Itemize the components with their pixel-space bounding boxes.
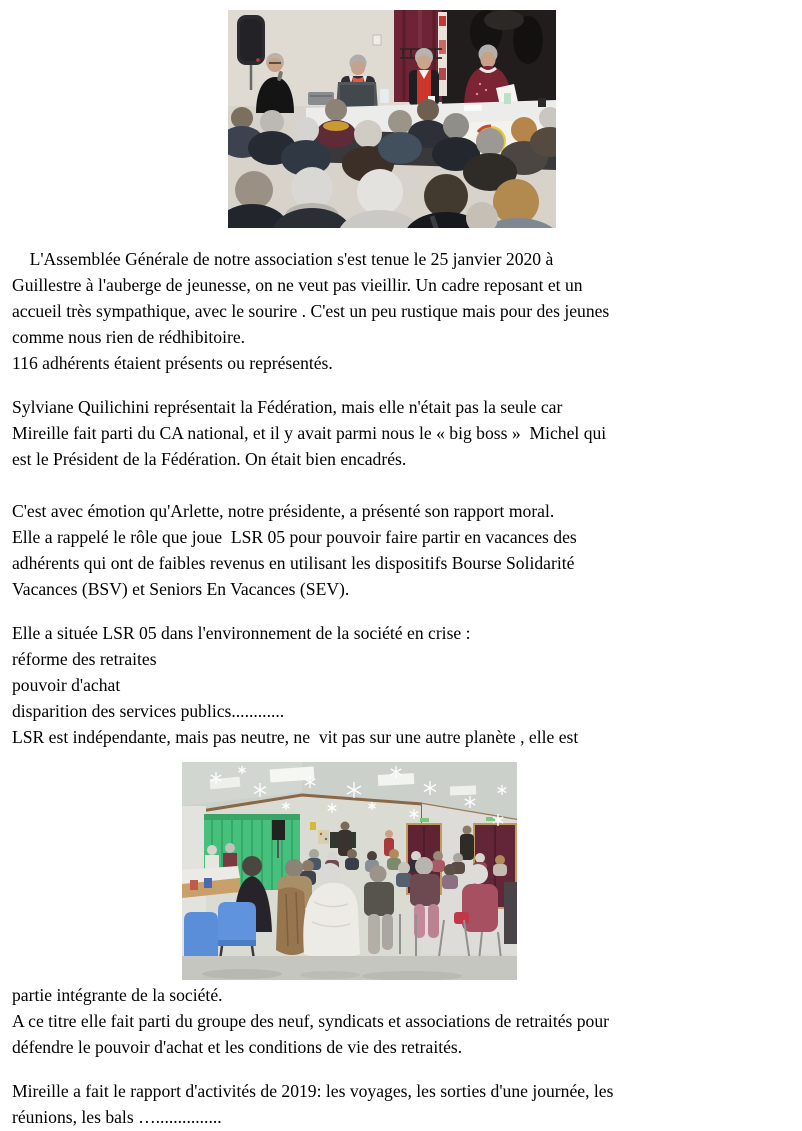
text-line: réunions, les bals …............... (12, 1107, 222, 1127)
text-line: accueil très sympathique, avec le sourire . C'est un peu rustique mais pour des jeunes (12, 301, 610, 321)
text-line: LSR est indépendante, mais pas neutre, ne vit pas sur une autre planète , elle est (12, 727, 579, 747)
photo-general-assembly-panel (228, 10, 556, 228)
text-line: est le Président de la Fédération. On était bien encadrés. (12, 449, 407, 469)
text-line: Elle a rappelé le rôle que joue LSR 05 pour pouvoir faire partir en vacances des (12, 527, 577, 547)
text-line: défendre le pouvoir d'achat et les conditions de vie des retraités. (12, 1037, 463, 1057)
text-line: Elle a située LSR 05 dans l'environnement de la société en crise : (12, 623, 471, 643)
paragraph-intro (12, 246, 609, 376)
paragraph-federation (12, 394, 606, 472)
text-line: C'est avec émotion qu'Arlette, notre présidente, a présenté son rapport moral. (12, 501, 555, 521)
text-line: pouvoir d'achat (12, 675, 121, 695)
text-line: Guillestre à l'auberge de jeunesse, on ne veut pas vieillir. Un cadre reposant et un (12, 275, 583, 295)
photo-audience-room (182, 762, 517, 980)
photo-general-assembly-illustration (228, 10, 556, 228)
paragraph-suite-societe (12, 982, 609, 1060)
paragraph-rapport-moral (12, 498, 577, 602)
photo-audience-room-illustration (182, 762, 517, 980)
text-line: Mireille fait parti du CA national, et il y avait parmi nous le « big boss » Michel qui (12, 423, 607, 443)
text-line: Mireille a fait le rapport d'activités de 2019: les voyages, les sorties d'une journée, les (12, 1081, 614, 1101)
text-line: disparition des services publics............ (12, 701, 285, 721)
text-line: 116 adhérents étaient présents ou représentés. (12, 353, 333, 373)
text-line: comme nous rien de rédhibitoire. (12, 327, 246, 347)
paragraph-rapport-activites (12, 1078, 613, 1130)
text-line: adhérents qui ont de faibles revenus en utilisant les dispositifs Bourse Solidarité (12, 553, 575, 573)
text-line: L'Assemblée Générale de notre association s'est tenue le 25 janvier 2020 à (12, 249, 554, 269)
text-line: partie intégrante de la société. (12, 985, 223, 1005)
paragraph-societe-en-crise (12, 620, 578, 750)
text-line: Sylviane Quilichini représentait la Fédération, mais elle n'était pas la seule car (12, 397, 563, 417)
text-line: Vacances (BSV) et Seniors En Vacances (SEV). (12, 579, 350, 599)
text-line: réforme des retraites (12, 649, 157, 669)
text-line: A ce titre elle fait parti du groupe des neuf, syndicats et associations de retraités pour (12, 1011, 610, 1031)
